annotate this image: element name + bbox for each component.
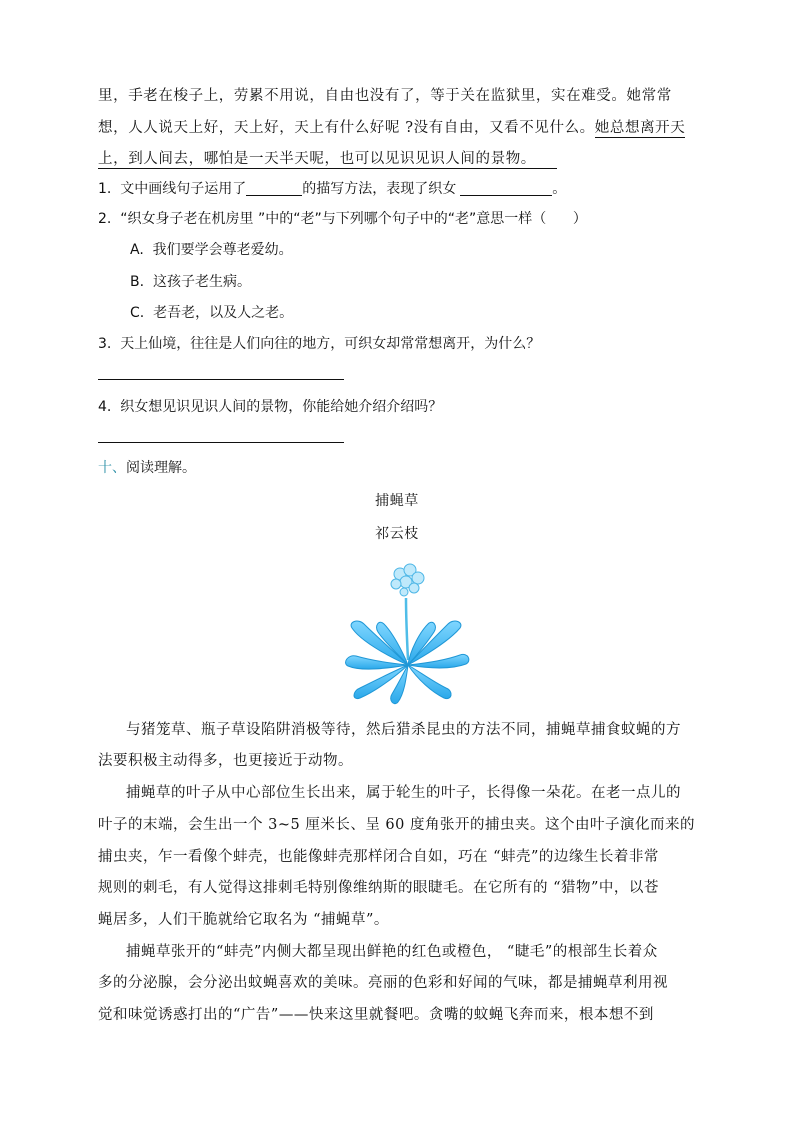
question-1-middle: 的描写方法，表现了织女 xyxy=(302,181,457,197)
passage-line-2-text: 想，人人说天上好，天上好，天上有什么好呢 ?没有自由，又看不见什么。 xyxy=(98,120,595,136)
option-b: B. 这孩子老生病。 xyxy=(130,274,251,290)
venus-flytrap-plant-icon xyxy=(340,560,475,705)
question-2: 2. “织女身子老在机房里 ”中的“老”与下列哪个句子中的“老”意思一样（ ） xyxy=(98,211,587,227)
underline-tail xyxy=(536,151,557,169)
paragraph-2-line-4: 规则的刺毛，有人觉得这排刺毛特别像维纳斯的眼睫毛。在它所有的 “猎物”中，以苍 xyxy=(98,880,659,896)
option-a: A. 我们要学会尊老爱幼。 xyxy=(130,242,293,258)
article-author: 祁云枝 xyxy=(375,526,419,542)
paragraph-1-line-2: 法要积极主动得多，也更接近于动物。 xyxy=(98,753,353,769)
answer-blank-1[interactable] xyxy=(246,181,302,196)
option-c: C. 老吾老，以及人之老。 xyxy=(130,305,294,321)
section-number: 十、 xyxy=(98,460,126,476)
underlined-sentence-start: 她总想离开天 xyxy=(594,120,686,136)
question-1 xyxy=(98,178,566,198)
passage-line-1: 里，手老在梭子上，劳累不用说，自由也没有了，等于关在监狱里，实在难受。她常常 xyxy=(98,88,672,104)
underlined-sentence-end: 上，到人间去，哪怕是一天半天呢，也可以见识见识人间的景物。 xyxy=(98,151,536,167)
answer-line-3[interactable] xyxy=(98,379,344,380)
paragraph-2-line-1: 捕蝇草的叶子从中心部位生长出来，属于轮生的叶子，长得像一朵花。在老一点儿的 xyxy=(126,785,681,801)
section-heading xyxy=(98,457,196,477)
section-heading-text: 阅读理解。 xyxy=(126,460,196,476)
question-1-prefix: 1. 文中画线句子运用了 xyxy=(98,181,247,197)
paragraph-3-line-2: 多的分泌腺，会分泌出蚊蝇喜欢的美味。亮丽的色彩和好闻的气味，都是捕蝇草利用视 xyxy=(98,975,668,991)
passage-line-3 xyxy=(98,147,557,168)
question-3: 3. 天上仙境，往往是人们向往的地方，可织女却常常想离开，为什么？ xyxy=(98,336,541,352)
question-1-suffix: 。 xyxy=(552,181,567,197)
passage-line-2 xyxy=(98,116,685,137)
paragraph-1-line-1: 与猪笼草、瓶子草设陷阱消极等待，然后猎杀昆虫的方法不同，捕蝇草捕食蚊蝇的方 xyxy=(126,722,681,738)
paragraph-2-line-2: 叶子的末端，会生出一个 3~5 厘米长、呈 60 度角张开的捕虫夹。这个由叶子演化而来的 xyxy=(98,817,695,833)
answer-line-4[interactable] xyxy=(98,442,344,443)
paragraph-3-line-1: 捕蝇草张开的“蚌壳”内侧大都呈现出鲜艳的红色或橙色， “睫毛”的根部生长着众 xyxy=(126,944,658,960)
answer-blank-2[interactable] xyxy=(460,181,552,196)
paragraph-2-line-5: 蝇居多，人们干脆就给它取名为 “捕蝇草”。 xyxy=(98,912,389,928)
question-4: 4. 织女想见识见识人间的景物，你能给她介绍介绍吗？ xyxy=(98,399,443,415)
paragraph-3-line-3: 觉和味觉诱惑打出的“广告”——快来这里就餐吧。贪嘴的蚊蝇飞奔而来，根本想不到 xyxy=(98,1007,654,1023)
article-title: 捕蝇草 xyxy=(375,493,419,509)
paragraph-2-line-3: 捕虫夹，乍一看像个蚌壳，也能像蚌壳那样闭合自如，巧在 “蚌壳”的边缘生长着非常 xyxy=(98,849,659,865)
